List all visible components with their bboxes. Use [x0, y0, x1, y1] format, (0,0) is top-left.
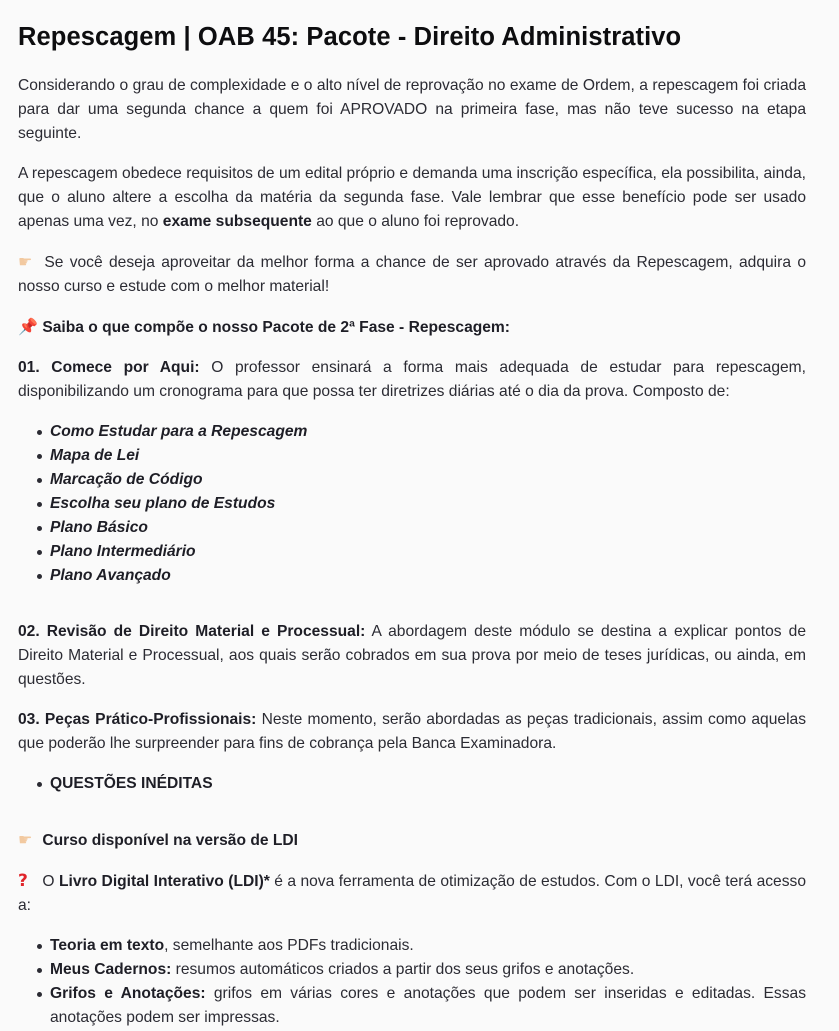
question-mark-icon: ? [18, 871, 28, 891]
package-heading [18, 315, 806, 340]
edital-text-before: A repescagem obedece requisitos de um edital próprio e demanda uma inscrição específica, ela possibilita, ainda, que o aluno altere a escolha da matéria da segunda fase. Vale lembrar que esse benefício pode ser usado apenas uma vez, no [18, 165, 806, 230]
edital-paragraph [18, 162, 806, 234]
module-03-list [18, 772, 806, 796]
module-01-label: 01. Comece por Aqui: [18, 359, 200, 376]
list-item: QUESTÕES INÉDITAS [50, 772, 806, 796]
pointing-hand-icon: ☛ [18, 252, 33, 271]
cta-text: Se você deseja aproveitar da melhor forma a chance de ser aprovado através da Repescagem, adquira o nosso curso e estude com o melhor material! [18, 254, 806, 295]
ldi-intro [18, 869, 806, 918]
feature-title: Grifos e Anotações: [50, 985, 206, 1002]
cta-paragraph [18, 250, 806, 299]
module-03-text: Neste momento, serão abordadas as peças tradicionais, assim como aquelas que poderão lhe surpreender para fins de cobrança pela Banca Examinadora. [18, 711, 807, 752]
list-item [50, 958, 806, 982]
module-01-text: O professor ensinará a forma mais adequada de estudar para repescagem, disponibilizando um cronograma para que possa ter diretrizes diárias até o dia da prova. Composto de: [18, 359, 806, 400]
page-title: Repescagem | OAB 45: Pacote - Direito Administrativo [18, 23, 682, 51]
pushpin-icon: 📌 [18, 317, 38, 336]
module-03 [18, 708, 806, 756]
list-item: Escolha seu plano de Estudos [50, 492, 806, 516]
list-item [50, 982, 806, 1030]
feature-title: Teoria em texto [50, 937, 165, 954]
ldi-intro-bold: Livro Digital Interativo (LDI)* [59, 873, 270, 890]
feature-text: grifos em várias cores e anotações que podem ser inseridas e editadas. Essas anotações podem ser impressas. [50, 985, 806, 1026]
list-item: Plano Intermediário [50, 540, 806, 564]
feature-title: Meus Cadernos: [50, 961, 172, 978]
list-item: Mapa de Lei [50, 444, 806, 468]
intro-paragraph: Considerando o grau de complexidade e o alto nível de reprovação no exame de Ordem, a repescagem foi criada para dar uma segunda chance a quem foi APROVADO na primeira fase, mas não teve sucesso na etapa seguinte. [18, 77, 806, 142]
module-01-list [18, 420, 806, 588]
ldi-intro-before: O [38, 873, 59, 890]
list-item [50, 934, 806, 958]
ldi-notice [18, 828, 806, 853]
ldi-features-list [18, 934, 806, 1030]
ldi-notice-text: Curso disponível na versão de LDI [38, 832, 298, 849]
module-02 [18, 620, 806, 692]
edital-bold-text: exame subsequente [162, 213, 312, 230]
list-item: Como Estudar para a Repescagem [50, 420, 806, 444]
feature-text: , semelhante aos PDFs tradicionais. [164, 937, 414, 954]
ldi-intro-after: é a nova ferramenta de otimização de estudos. Com o LDI, você terá acesso a: [18, 873, 806, 914]
package-heading-text: Saiba o que compõe o nosso Pacote de 2ª Fase - Repescagem: [38, 319, 510, 336]
list-item: Marcação de Código [50, 468, 806, 492]
module-02-text: A abordagem deste módulo se destina a explicar pontos de Direito Material e Processual, aos quais serão cobrados em sua prova por meio de teses jurídicas, ou ainda, em questões. [18, 623, 806, 688]
module-01 [18, 356, 806, 404]
feature-text: resumos automáticos criados a partir dos seus grifos e anotações. [171, 961, 635, 978]
pointing-hand-icon: ☛ [18, 830, 33, 849]
list-item: Plano Avançado [50, 564, 806, 588]
edital-text-after: ao que o aluno foi reprovado. [311, 213, 520, 230]
module-03-label: 03. Peças Prático-Profissionais: [18, 711, 257, 728]
list-item: Plano Básico [50, 516, 806, 540]
module-02-label: 02. Revisão de Direito Material e Processual: [18, 623, 366, 640]
